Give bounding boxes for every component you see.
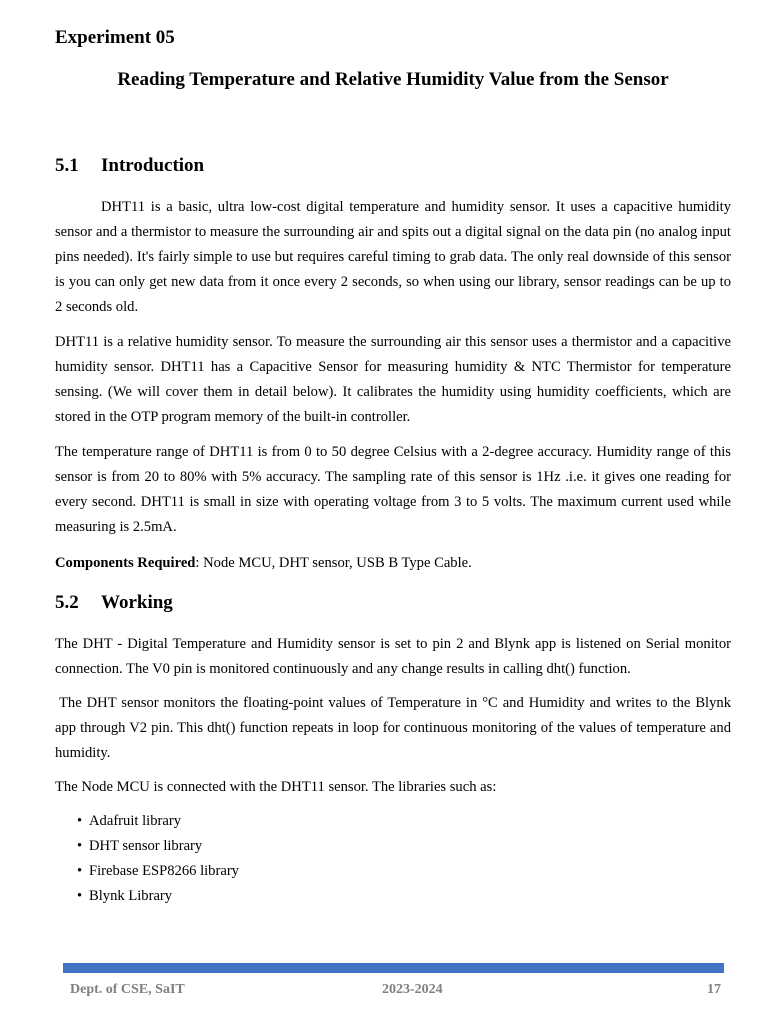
intro-paragraph-1: DHT11 is a basic, ultra low-cost digital temperature and humidity sensor. It uses a capacitive humidity sensor and a thermistor to measure the surrounding air and spits out a digital signal on the data pin (no analog input pins needed). It's fairly simple to use but requires careful timing to grab data. The only real downside of this sensor is you can only get new data from it once every 2 seconds, so when using our library, sensor readings can be up to 2 seconds old. — [55, 199, 731, 315]
working-paragraph-2: The DHT sensor monitors the floating-point values of Temperature in °C and Humidity and writes to the Blynk app through V2 pin. This dht() function repeats in loop for continuous monitoring of the values of temperature and humidity. — [55, 695, 731, 761]
section-number: 5.1 — [55, 155, 79, 176]
experiment-title: Reading Temperature and Relative Humidity Value from the Sensor — [117, 69, 669, 90]
section-number: 5.2 — [55, 592, 79, 613]
bullet-icon: • — [77, 813, 83, 829]
footer-year: 2023-2024 — [382, 982, 443, 997]
section-title: Introduction — [101, 155, 205, 176]
list-item: • Blynk Library — [77, 884, 239, 909]
list-item: • Firebase ESP8266 library — [77, 859, 239, 884]
experiment-label: Experiment 05 — [55, 27, 175, 48]
footer-department: Dept. of CSE, SaIT — [70, 982, 185, 997]
components-label: Components Required — [55, 555, 196, 571]
bullet-icon: • — [77, 888, 83, 904]
section-heading-working — [55, 592, 173, 614]
list-item: • Adafruit library — [77, 809, 239, 834]
components-text: : Node MCU, DHT sensor, USB B Type Cable. — [195, 555, 472, 571]
intro-paragraph-2: DHT11 is a relative humidity sensor. To measure the surrounding air this sensor uses a thermistor and a capacitive humidity sensor. DHT11 has a Capacitive Sensor for measuring humidity & NTC Thermistor for temperature sensing. (We will cover them in detail below). It calibrates the humidity using humidity coefficients, which are stored in the OTP program memory of the built-in controller. — [55, 334, 731, 425]
bullet-icon: • — [77, 863, 83, 879]
intro-paragraph-3: The temperature range of DHT11 is from 0 to 50 degree Celsius with a 2-degree accuracy. Humidity range of this sensor is from 20 to 80% with 5% accuracy. The sampling rate of this sensor is 1Hz .i.e. it gives one reading for every second. DHT11 is small in size with operating voltage from 3 to 5 volts. The maximum current used while measuring is 2.5mA. — [55, 444, 731, 535]
working-paragraph-1: The DHT - Digital Temperature and Humidity sensor is set to pin 2 and Blynk app is listened on Serial monitor connection. The V0 pin is monitored continuously and any change results in calling dht() function. — [55, 636, 731, 677]
footer-divider-bar — [63, 963, 724, 973]
section-heading-introduction — [55, 155, 204, 177]
bullet-icon: • — [77, 838, 83, 854]
footer-page-number: 17 — [707, 982, 721, 997]
components-required — [55, 551, 731, 576]
list-item: • DHT sensor library — [77, 834, 239, 859]
library-list — [77, 809, 239, 909]
working-paragraph-3: The Node MCU is connected with the DHT11 sensor. The libraries such as: — [55, 779, 497, 795]
section-title: Working — [101, 592, 173, 613]
